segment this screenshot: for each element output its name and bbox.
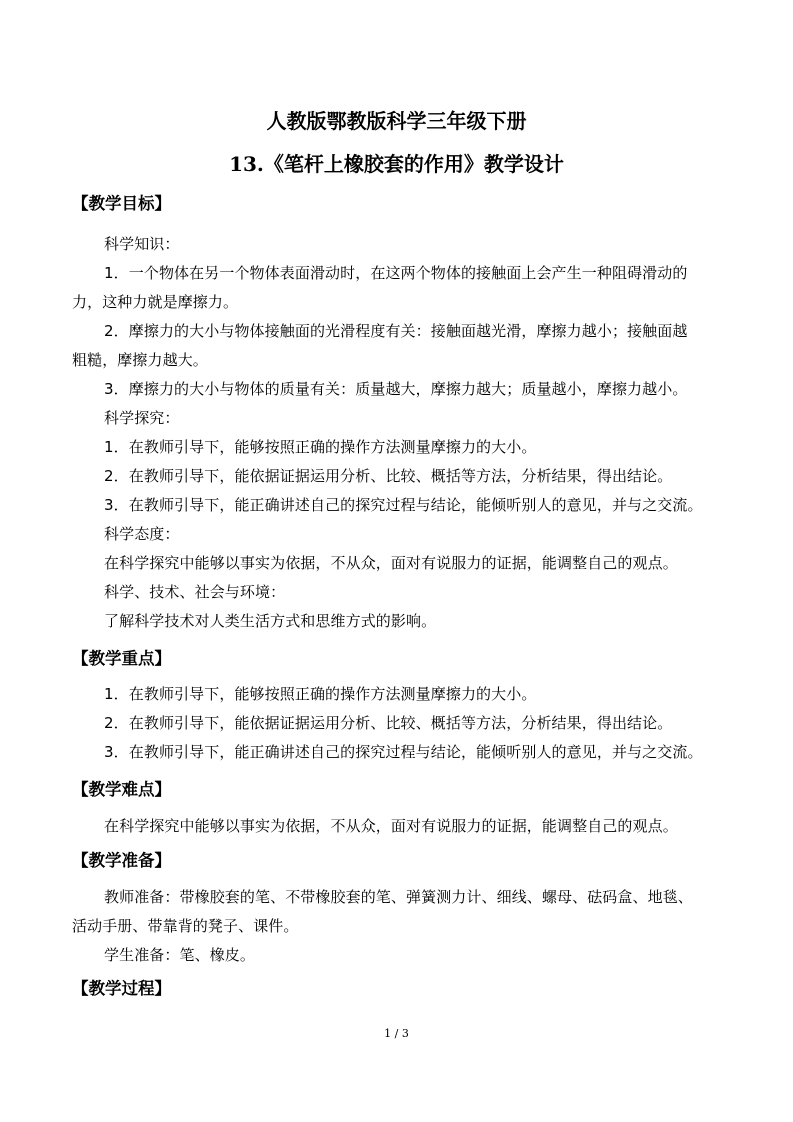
preparation-line: 学生准备：笔、橡皮。	[104, 946, 256, 964]
section-heading-process: 【教学过程】	[72, 979, 171, 998]
difficulties-line: 在科学探究中能够以事实为依据，不从众，面对有说服力的证据，能调整自己的观点。	[104, 817, 678, 835]
page-number: 1 / 3	[384, 1027, 409, 1040]
goals-line: 科学知识：	[104, 235, 180, 253]
goals-line: 2．在教师引导下，能依据证据运用分析、比较、概括等方法，分析结果，得出结论。	[104, 467, 673, 485]
key-points-line: 2．在教师引导下，能依据证据运用分析、比较、概括等方法，分析结果，得出结论。	[104, 714, 673, 732]
goals-line: 在科学探究中能够以事实为依据，不从众，面对有说服力的证据，能调整自己的观点。	[104, 554, 678, 572]
section-heading-goals: 【教学目标】	[72, 194, 171, 213]
goals-line: 科学态度：	[104, 525, 180, 543]
goals-line: 3．摩擦力的大小与物体的质量有关：质量越大，摩擦力越大；质量越小，摩擦力越小。	[104, 380, 688, 398]
goals-line: 1．一个物体在另一个物体表面滑动时，在这两个物体的接触面上会产生一种阻碍滑动的	[104, 264, 688, 282]
document-title-lesson: 13.《笔杆上橡胶套的作用》教学设计	[229, 152, 564, 176]
preparation-line: 活动手册、带靠背的凳子、课件。	[72, 917, 299, 935]
key-points-line: 3．在教师引导下，能正确讲述自己的探究过程与结论，能倾听别人的意见，并与之交流。	[104, 743, 703, 761]
goals-line: 1．在教师引导下，能够按照正确的操作方法测量摩擦力的大小。	[104, 438, 537, 456]
goals-line: 科学探究：	[104, 409, 180, 427]
goals-line: 了解科学技术对人类生活方式和思维方式的影响。	[104, 612, 437, 630]
preparation-line: 教师准备：带橡胶套的笔、不带橡胶套的笔、弹簧测力计、细线、螺母、砝码盒、地毯、	[104, 888, 693, 906]
section-heading-key-points: 【教学重点】	[72, 649, 171, 668]
goals-line: 科学、技术、社会与环境：	[104, 583, 286, 601]
key-points-line: 1．在教师引导下，能够按照正确的操作方法测量摩擦力的大小。	[104, 685, 537, 703]
goals-line: 2．摩擦力的大小与物体接触面的光滑程度有关：接触面越光滑，摩擦力越小；接触面越	[104, 322, 688, 340]
goals-line: 3．在教师引导下，能正确讲述自己的探究过程与结论，能倾听别人的意见，并与之交流。	[104, 496, 703, 514]
goals-line: 力，这种力就是摩擦力。	[72, 293, 239, 311]
section-heading-preparation: 【教学准备】	[72, 851, 171, 870]
document-title-series: 人教版鄂教版科学三年级下册	[266, 109, 527, 133]
section-heading-difficulties: 【教学难点】	[72, 780, 171, 799]
goals-line: 粗糙，摩擦力越大。	[72, 351, 208, 369]
